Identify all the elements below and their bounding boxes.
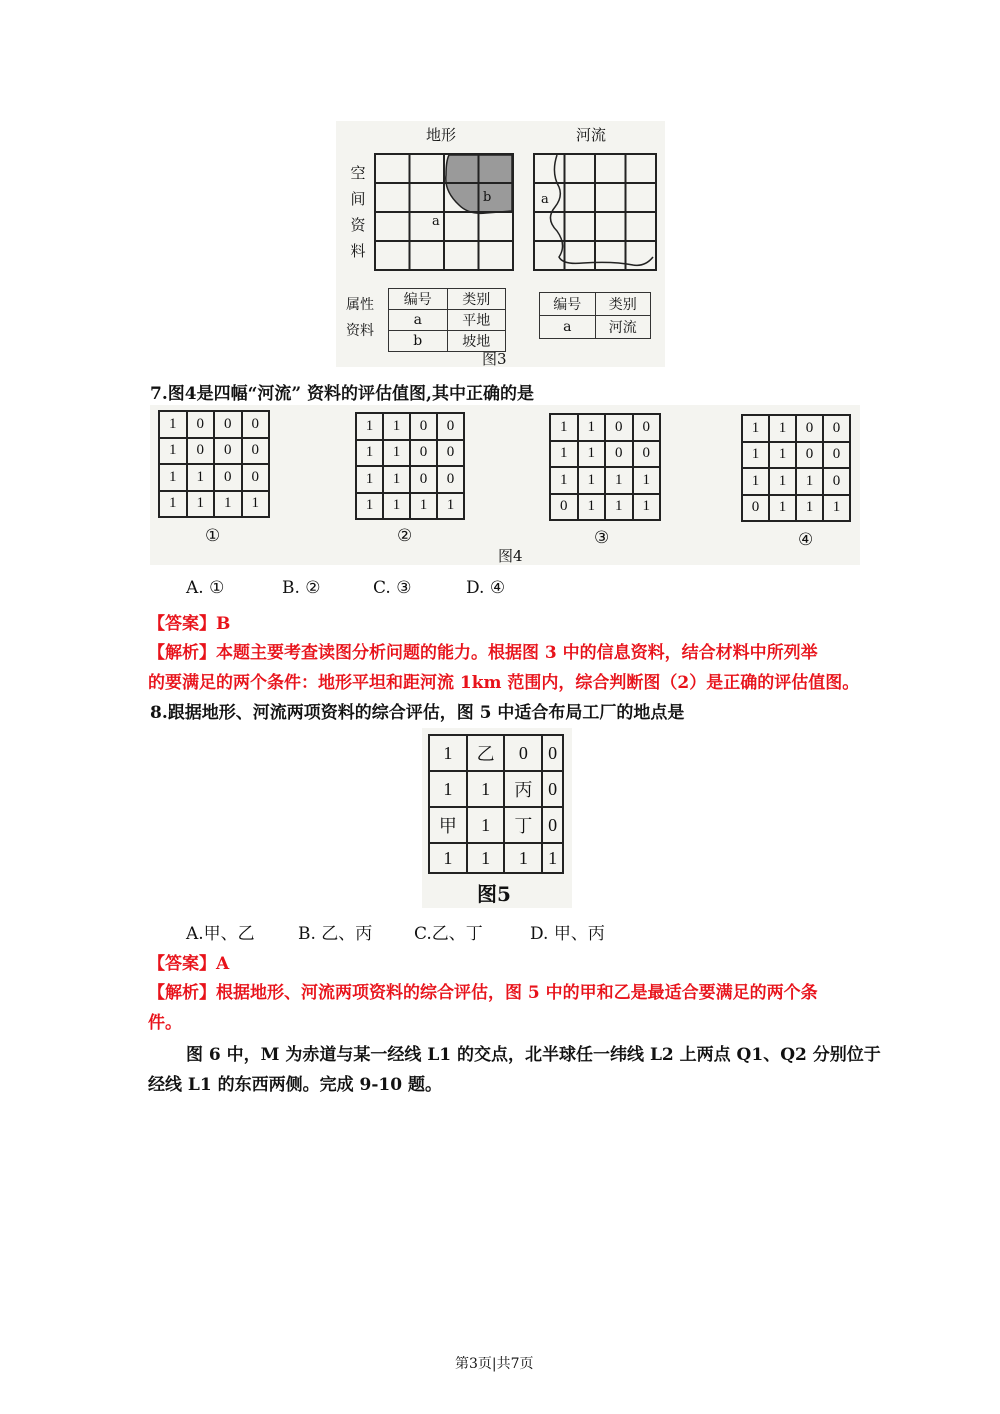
- cell: 0: [187, 411, 215, 438]
- cell: 1: [356, 493, 383, 520]
- q8-option-a: A.甲、乙: [186, 924, 255, 944]
- page-footer: 第3页|共7页: [455, 1356, 534, 1372]
- cell: 0: [410, 413, 437, 440]
- cell: 0: [242, 438, 270, 465]
- th: 编号: [540, 293, 596, 316]
- q7-analysis-line-1: 【解析】本题主要考查读图分析问题的能力。根据图 3 中的信息资料，结合材料中所列举: [148, 643, 818, 663]
- cell: 1: [769, 442, 796, 469]
- fig3-title-river: 河流: [576, 126, 607, 144]
- cell: 丁: [504, 807, 542, 843]
- q7-option-a: A. ①: [186, 578, 225, 598]
- th: 类别: [447, 289, 506, 310]
- cell: 1: [550, 414, 578, 441]
- td: a: [389, 310, 448, 331]
- cell: 1: [742, 442, 769, 469]
- cell: 1: [633, 494, 661, 521]
- cell: 1: [356, 440, 383, 467]
- cell: 0: [823, 468, 850, 495]
- q7-answer: 【答案】B: [148, 614, 231, 634]
- cell: 1: [467, 843, 505, 873]
- cell: 1: [605, 467, 633, 494]
- q7-stem: 7.图4是四幅“河流” 资料的评估值图,其中正确的是: [150, 384, 534, 404]
- q8-analysis-line-2: 件。: [148, 1013, 182, 1033]
- cell: 丙: [504, 771, 542, 807]
- cell: 1: [383, 493, 410, 520]
- cell: 1: [578, 441, 606, 468]
- intro-line-2: 经线 L1 的东西两侧。完成 9-10 题。: [148, 1075, 442, 1095]
- cell: 1: [159, 464, 187, 491]
- cell: 1: [410, 493, 437, 520]
- attr-label: [346, 292, 374, 344]
- cell: 1: [214, 491, 242, 518]
- cell: 1: [823, 495, 850, 522]
- cell: 1: [542, 843, 563, 873]
- fig5-caption: 图5: [477, 882, 511, 906]
- attr-label-1: 属性: [346, 297, 374, 313]
- cell: 0: [633, 414, 661, 441]
- cell: 1: [429, 771, 467, 807]
- cell: 0: [214, 438, 242, 465]
- cell: 乙: [467, 735, 505, 771]
- cell: 1: [742, 415, 769, 442]
- side-char: 空: [350, 164, 366, 182]
- fig4-grid-3: [549, 413, 661, 521]
- cell: 0: [214, 464, 242, 491]
- attr-label-2: 资料: [346, 323, 374, 339]
- cell: 1: [796, 468, 823, 495]
- cell: 1: [578, 494, 606, 521]
- cell: 1: [633, 467, 661, 494]
- q7-analysis-line-2: 的要满足的两个条件：地形平坦和距河流 1km 范围内，综合判断图（2）是正确的评估值图。: [148, 673, 860, 693]
- cell: 0: [550, 494, 578, 521]
- river-map: [533, 153, 657, 271]
- q8-stem: 8.跟据地形、河流两项资料的综合评估，图 5 中适合布局工厂的地点是: [150, 703, 685, 723]
- cell: 0: [633, 441, 661, 468]
- q7-option-d: D. ④: [466, 578, 506, 598]
- cell: 0: [410, 440, 437, 467]
- cell: 1: [383, 413, 410, 440]
- fig3-side-label: [348, 160, 368, 264]
- terrain-label-a: a: [432, 214, 440, 229]
- cell: 1: [437, 493, 464, 520]
- cell: 0: [823, 415, 850, 442]
- cell: 0: [542, 807, 563, 843]
- cell: 1: [550, 441, 578, 468]
- cell: 1: [242, 491, 270, 518]
- cell: 1: [159, 411, 187, 438]
- cell: 0: [605, 414, 633, 441]
- cell: 0: [437, 440, 464, 467]
- cell: 1: [578, 467, 606, 494]
- fig4-label-3: ③: [594, 528, 610, 548]
- td: 河流: [595, 316, 651, 339]
- cell: 0: [437, 466, 464, 493]
- td: b: [389, 331, 448, 352]
- river-label-a: a: [541, 192, 549, 207]
- q8-option-d: D. 甲、丙: [530, 924, 605, 944]
- th: 类别: [595, 293, 651, 316]
- cell: 0: [504, 735, 542, 771]
- cell: 0: [214, 411, 242, 438]
- fig4-grid-1: [158, 410, 270, 518]
- river-attr-table: [539, 292, 651, 339]
- cell: 0: [242, 464, 270, 491]
- cell: 0: [796, 415, 823, 442]
- cell: 1: [769, 468, 796, 495]
- cell: 1: [467, 771, 505, 807]
- cell: 1: [187, 464, 215, 491]
- cell: 1: [769, 495, 796, 522]
- q8-option-c: C.乙、丁: [414, 924, 483, 944]
- side-char: 资: [350, 216, 366, 234]
- fig3-caption: 图3: [482, 350, 507, 368]
- cell: 甲: [429, 807, 467, 843]
- cell: 0: [410, 466, 437, 493]
- q8-option-b: B. 乙、丙: [298, 924, 373, 944]
- side-char: 料: [350, 242, 366, 260]
- fig4-caption: 图4: [498, 547, 523, 565]
- th: 编号: [389, 289, 448, 310]
- terrain-map: [374, 153, 514, 271]
- cell: 1: [159, 491, 187, 518]
- cell: 1: [578, 414, 606, 441]
- fig4-grid-2: [355, 412, 465, 520]
- cell: 0: [796, 442, 823, 469]
- cell: 0: [542, 771, 563, 807]
- q8-analysis-line-1: 【解析】根据地形、河流两项资料的综合评估，图 5 中的甲和乙是最适合要满足的两个条: [148, 983, 818, 1003]
- cell: 1: [742, 468, 769, 495]
- cell: 0: [437, 413, 464, 440]
- cell: 0: [605, 441, 633, 468]
- cell: 0: [242, 411, 270, 438]
- cell: 1: [383, 466, 410, 493]
- cell: 1: [356, 466, 383, 493]
- cell: 1: [383, 440, 410, 467]
- fig4-label-2: ②: [397, 526, 413, 546]
- cell: 1: [356, 413, 383, 440]
- cell: 1: [769, 415, 796, 442]
- cell: 1: [550, 467, 578, 494]
- cell: 1: [467, 807, 505, 843]
- fig5-grid: [428, 734, 564, 874]
- cell: 1: [796, 495, 823, 522]
- td: 坡地: [447, 331, 506, 352]
- fig4-label-4: ④: [798, 530, 814, 550]
- cell: 1: [504, 843, 542, 873]
- td: 平地: [447, 310, 506, 331]
- terrain-label-b: b: [483, 190, 492, 205]
- cell: 1: [187, 491, 215, 518]
- cell: 0: [542, 735, 563, 771]
- cell: 0: [742, 495, 769, 522]
- river-line: [550, 155, 653, 265]
- q8-answer: 【答案】A: [148, 954, 230, 974]
- intro-line-1: 图 6 中，M 为赤道与某一经线 L1 的交点，北半球任一纬线 L2 上两点 Q1、Q2 分别位于: [186, 1045, 881, 1065]
- cell: 0: [823, 442, 850, 469]
- q7-option-c: C. ③: [373, 578, 412, 598]
- q7-option-b: B. ②: [282, 578, 321, 598]
- fig3-title-terrain: 地形: [426, 126, 457, 144]
- cell: 1: [159, 438, 187, 465]
- cell: 1: [429, 735, 467, 771]
- fig4-grid-4: [741, 414, 851, 522]
- cell: 0: [187, 438, 215, 465]
- cell: 1: [429, 843, 467, 873]
- fig4-label-1: ①: [205, 526, 221, 546]
- cell: 1: [605, 494, 633, 521]
- td: a: [540, 316, 596, 339]
- terrain-attr-table: [388, 288, 506, 352]
- side-char: 间: [350, 190, 366, 208]
